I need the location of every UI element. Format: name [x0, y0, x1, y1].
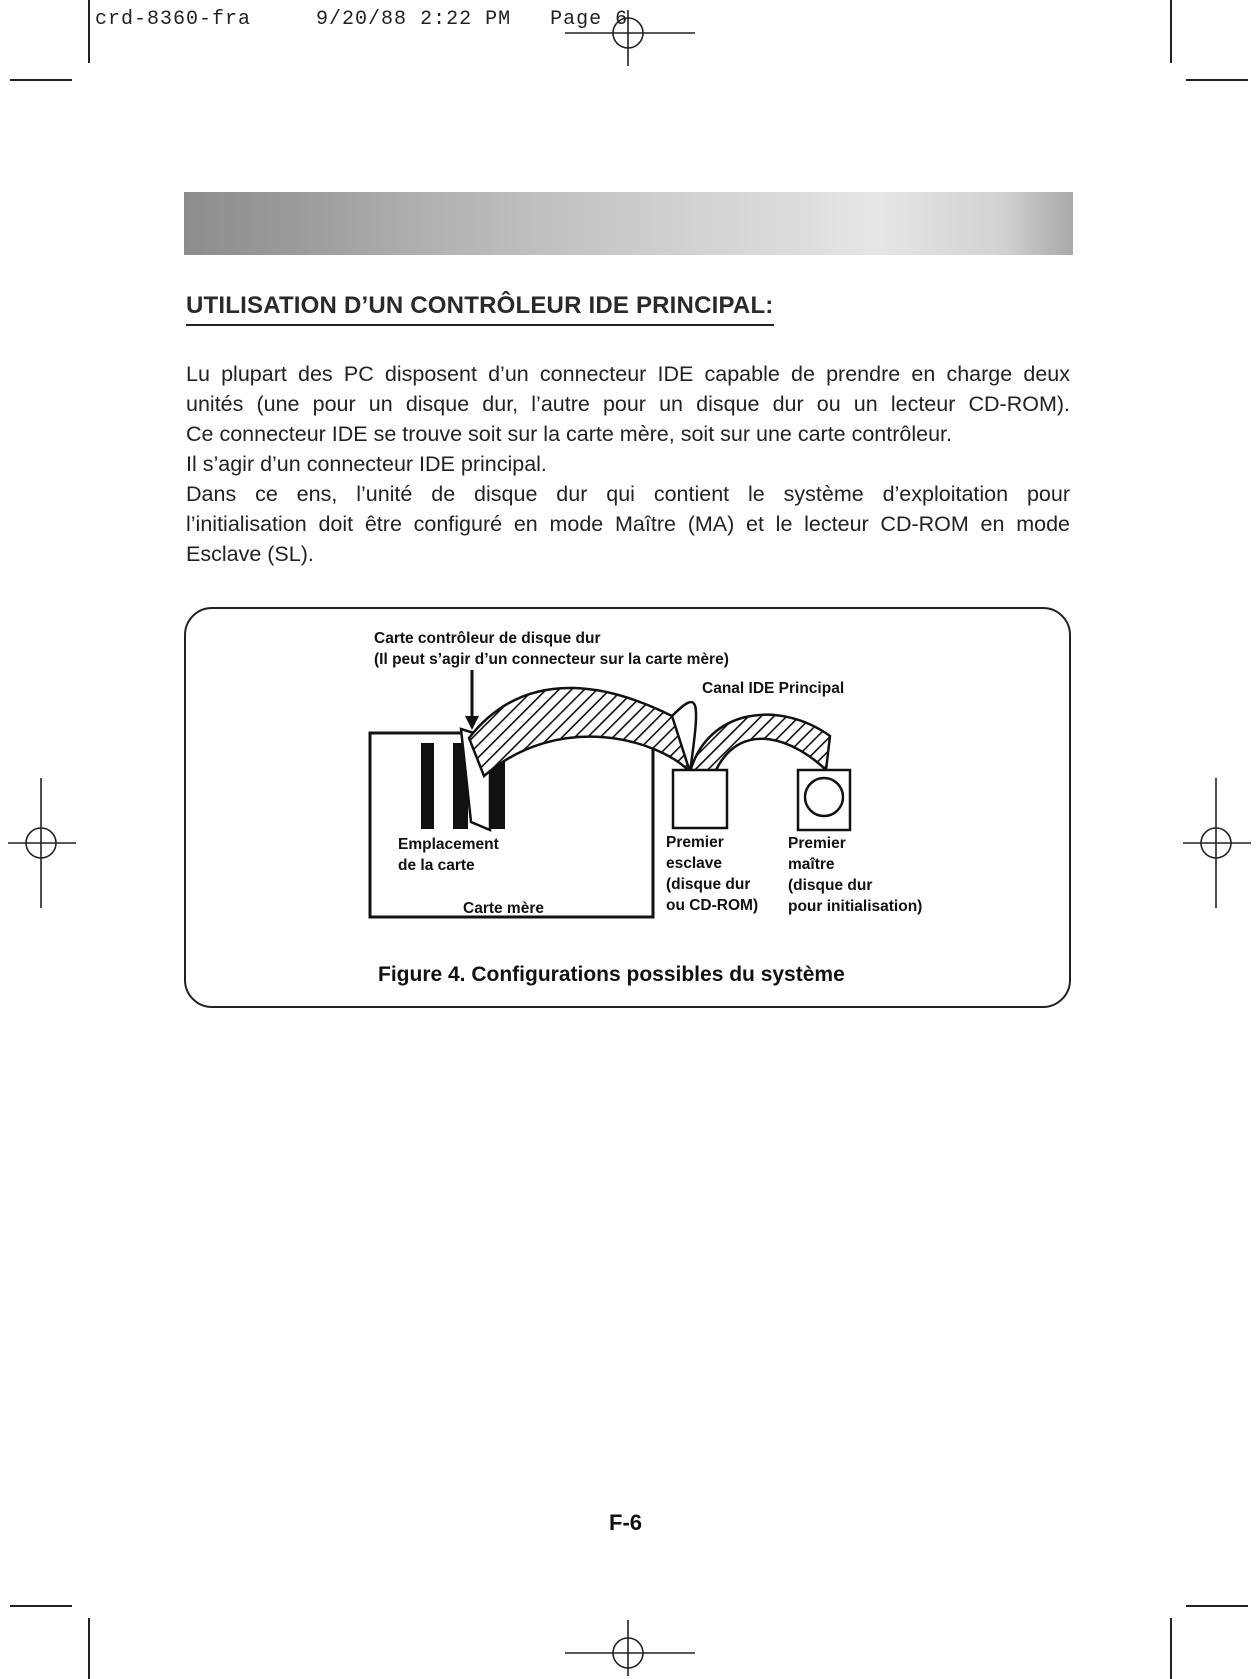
master-label-line: pour initialisation) [788, 898, 923, 915]
slave-label [666, 832, 758, 916]
body-line: Esclave (SL). [186, 542, 314, 566]
master-label-line: (disque dur [788, 877, 873, 894]
master-label-line: maître [788, 856, 835, 873]
body-line: Il s’agir d’un connecteur IDE principal. [186, 452, 547, 476]
slave-label-line: ou CD-ROM) [666, 897, 759, 914]
body-line: unités (une pour un disque dur, l’autre pour un disque dur ou un lecteur CD-ROM). [186, 392, 1070, 416]
slot-label [398, 834, 499, 876]
slug-file: crd-8360-fra [95, 8, 252, 31]
channel-label: Canal IDE Principal [702, 680, 845, 697]
page-number: F-6 [609, 1510, 642, 1535]
section-title: UTILISATION D’UN CONTRÔLEUR IDE PRINCIPAL: [186, 292, 774, 326]
card-slot [421, 743, 434, 829]
slug-page: Page 6 [550, 8, 629, 31]
slug-date: 9/20/88 [316, 8, 408, 31]
motherboard-box [370, 733, 653, 917]
slave-label-line: (disque dur [666, 876, 751, 893]
slave-label-line: esclave [666, 855, 723, 872]
controller-label [374, 628, 729, 670]
slave-label-line: Premier [666, 834, 724, 851]
body-line: Dans ce ens, l’unité de disque dur qui contient le système d’exploitation pour [186, 482, 1070, 506]
controller-label-line: (Il peut s’agir d’un connecteur sur la carte mère) [374, 651, 729, 668]
slave-device-box [673, 770, 727, 828]
master-label [788, 833, 922, 917]
figure-caption: Figure 4. Configurations possibles du système [378, 963, 845, 986]
ide-ribbon-cable [690, 715, 830, 772]
body-line: l’initialisation doit être configuré en mode Maître (MA) et le lecteur CD-ROM en mode [186, 512, 1070, 536]
master-device-disc-icon [805, 778, 843, 816]
motherboard-label: Carte mère [463, 900, 544, 917]
body-line: Lu plupart des PC disposent d’un connecteur IDE capable de prendre en charge deux [186, 362, 1070, 386]
slot-label-line: Emplacement [398, 836, 499, 853]
controller-label-line: Carte contrôleur de disque dur [374, 630, 601, 647]
body-line: Ce connecteur IDE se trouve soit sur la carte mère, soit sur une carte contrôleur. [186, 422, 952, 446]
master-label-line: Premier [788, 835, 846, 852]
slot-label-line: de la carte [398, 857, 475, 874]
slug-time: 2:22 PM [420, 8, 512, 31]
